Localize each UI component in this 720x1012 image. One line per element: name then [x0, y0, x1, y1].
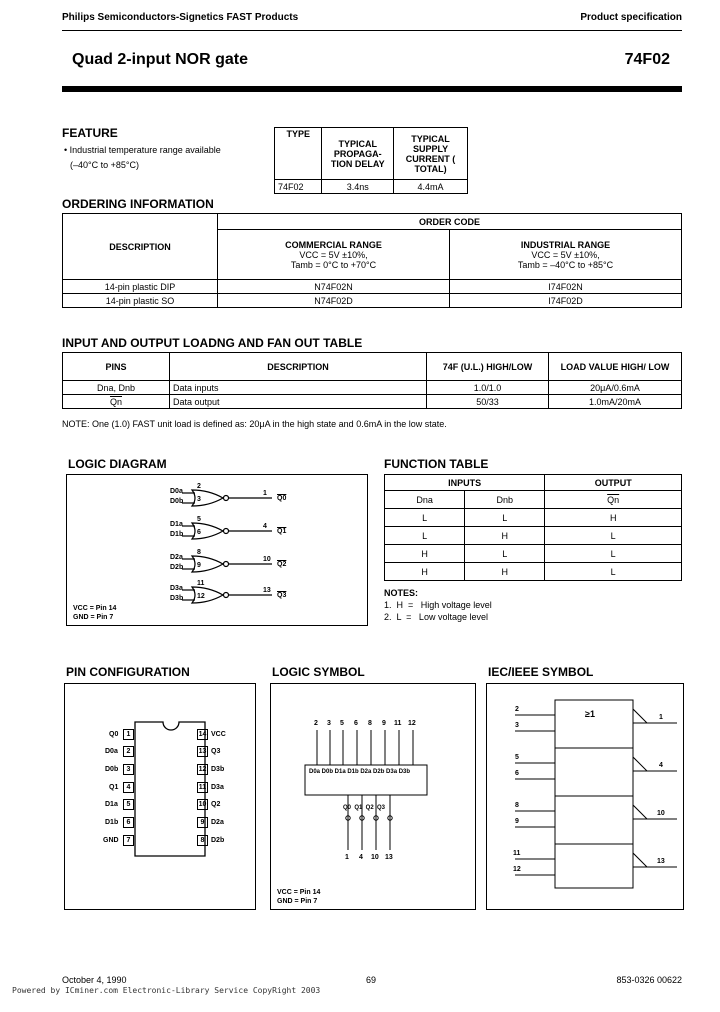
- load-cell: 1.0mA/20mA: [549, 395, 682, 409]
- pin-number: 7: [123, 835, 134, 846]
- pin-number: 13: [198, 748, 207, 755]
- iec-input-pin: 8: [515, 802, 519, 809]
- gate1-pin-a: 5: [197, 516, 201, 523]
- symbol-bottom-pin: 1: [345, 854, 349, 861]
- pin-name-right: Q2: [211, 801, 221, 808]
- notes-heading: NOTES:: [384, 588, 419, 598]
- gate3-input-a: D3a: [170, 585, 183, 592]
- pin-name-right: D2b: [211, 837, 225, 844]
- cell-dnb: H: [465, 527, 545, 545]
- table-row: [63, 395, 682, 409]
- gate2-pin-b: 9: [197, 562, 201, 569]
- iec-output-pin: 1: [659, 714, 663, 721]
- iec-input-pin: 3: [515, 722, 519, 729]
- iec-output-pin: 13: [657, 858, 665, 865]
- industrial-cell: [450, 230, 682, 280]
- cell-qn: L: [545, 563, 682, 581]
- commercial-temp: Tamb = 0°C to +70°C: [290, 259, 377, 270]
- gate0-pin-out: 1: [263, 490, 267, 497]
- order-code-header: ORDER CODE: [218, 214, 682, 230]
- symbol-bottom-pin: 4: [359, 854, 363, 861]
- dnb-header: Dnb: [465, 491, 545, 509]
- iec-output-pin: 10: [657, 810, 665, 817]
- pin-name-left: Q1: [109, 784, 119, 791]
- nor-gate-3: [182, 587, 272, 603]
- ordering-commercial: N74F02N: [218, 280, 450, 294]
- table-row: [63, 381, 682, 395]
- ordering-commercial: N74F02D: [218, 294, 450, 308]
- dna-header: Dna: [385, 491, 465, 509]
- output-header: OUTPUT: [545, 475, 682, 491]
- pin-number: 10: [198, 801, 207, 808]
- footer-code: 853-0326 00622: [616, 975, 682, 985]
- ordering-industrial: I74F02D: [450, 294, 682, 308]
- table-row: [385, 545, 682, 563]
- company-name: Philips Semiconductors-Signetics FAST Products: [62, 12, 299, 23]
- ordering-table: [62, 213, 682, 308]
- iec-output-pin: 4: [659, 762, 663, 769]
- diagram-gnd-note: GND = Pin 7: [73, 614, 114, 621]
- qn-header: $\overline{Qn}$: [545, 491, 682, 509]
- pin-name-left: D1a: [105, 801, 118, 808]
- pin-name-right: VCC: [211, 731, 226, 738]
- feature-line1: Industrial temperature range available: [69, 145, 221, 155]
- gate2-input-b: D2b: [170, 564, 184, 571]
- iec-input-pin: 5: [515, 754, 519, 761]
- gate2-input-a: D2a: [170, 554, 183, 561]
- bullet-icon: •: [64, 145, 68, 155]
- dip-package-drawing: [65, 684, 255, 909]
- pin-number: 3: [123, 764, 134, 775]
- gate0-input-b: D0b: [170, 498, 184, 505]
- table-row: [63, 294, 682, 308]
- function-table: [384, 474, 682, 581]
- footer-credit: Powered by ICminer.com Electronic-Library Service CopyRight 2003: [12, 986, 321, 995]
- load-header: LOAD VALUE HIGH/ LOW: [549, 353, 682, 381]
- type-table: [274, 127, 468, 194]
- desc-cell: Data output: [170, 395, 427, 409]
- gate2-output: Q2: [277, 561, 287, 568]
- cell-dna: H: [385, 545, 465, 563]
- delay-value: 3.4ns: [322, 180, 394, 194]
- gate2-pin-a: 8: [197, 549, 201, 556]
- desc-cell: Data inputs: [170, 381, 427, 395]
- gate1-pin-out: 4: [263, 523, 267, 530]
- symbol-top-pin: 3: [327, 720, 331, 727]
- ordering-desc: 14-pin plastic SO: [63, 294, 218, 308]
- nor-gate-2: [182, 556, 272, 572]
- cell-dna: L: [385, 509, 465, 527]
- iec-input-pin: 6: [515, 770, 519, 777]
- pin-number: 11: [198, 784, 207, 791]
- pin-number: 1: [123, 729, 134, 740]
- type-value: 74F02: [275, 180, 322, 194]
- function-table-heading: FUNCTION TABLE: [384, 457, 489, 471]
- page-number: 69: [366, 975, 377, 985]
- ordering-desc: 14-pin plastic DIP: [63, 280, 218, 294]
- symbol-inputs-label: D0a D0b D1a D1b D2a D2b D3a D3b: [309, 769, 411, 775]
- feature-bullet: [64, 145, 221, 155]
- industrial-heading: INDUSTRIAL RANGE: [520, 239, 611, 250]
- cell-qn: H: [545, 509, 682, 527]
- gate0-output: Q0: [277, 495, 287, 502]
- table-row: [63, 280, 682, 294]
- logic-diagram-box: [66, 474, 368, 626]
- cell-dnb: L: [465, 509, 545, 527]
- gate1-input-a: D1a: [170, 521, 183, 528]
- ul-cell: 50/33: [427, 395, 549, 409]
- pin-name-right: D3b: [211, 766, 225, 773]
- feature-heading: FEATURE: [62, 126, 118, 140]
- logic-symbol-box: [270, 683, 476, 910]
- gate0-input-a: D0a: [170, 488, 183, 495]
- pin-name-left: D0a: [105, 748, 118, 755]
- gate1-pin-b: 6: [197, 529, 201, 536]
- nor-gate-1: [182, 523, 272, 539]
- pin-number: 12: [198, 766, 207, 773]
- pin-number: 5: [123, 799, 134, 810]
- pin-number: 14: [198, 731, 207, 738]
- gate1-output: Q1: [277, 528, 287, 535]
- gate3-input-b: D3b: [170, 595, 184, 602]
- pins-cell: $\overline{Qn}$: [63, 395, 170, 409]
- logic-diagram-heading: LOGIC DIAGRAM: [68, 457, 167, 471]
- table-row: [385, 563, 682, 581]
- pin-name-right: Q3: [211, 748, 221, 755]
- iec-input-pin: 11: [513, 850, 521, 857]
- feature-line2: (–40°C to +85°C): [70, 160, 139, 170]
- load-cell: 20μA/0.6mA: [549, 381, 682, 395]
- symbol-bottom-pin: 13: [385, 854, 393, 861]
- table-row: [385, 527, 682, 545]
- page-title: Quad 2-input NOR gate: [72, 51, 248, 68]
- nor-gates-drawing: [67, 475, 367, 625]
- loading-heading: INPUT AND OUTPUT LOADNG AND FAN OUT TABLE: [62, 336, 363, 350]
- iec-symbol-box: [486, 683, 684, 910]
- symbol-top-pin: 2: [314, 720, 318, 727]
- gate2-pin-out: 10: [263, 556, 271, 563]
- nor-gate-0: [182, 490, 272, 506]
- iec-gate-label: ≥1: [585, 709, 595, 719]
- doc-type: Product specification: [580, 12, 682, 23]
- ul-header: 74F (U.L.) HIGH/LOW: [427, 353, 549, 381]
- pin-name-left: D0b: [105, 766, 119, 773]
- type-header: TYPE: [275, 128, 322, 180]
- commercial-cell: [218, 230, 450, 280]
- iec-input-pin: 2: [515, 706, 519, 713]
- industrial-temp: Tamb = –40°C to +85°C: [517, 259, 614, 270]
- loading-note: NOTE: One (1.0) FAST unit load is defined as: 20μA in the high state and 0.6mA in the low state.: [62, 419, 447, 429]
- gate3-pin-b: 12: [197, 593, 205, 600]
- pin-number: 9: [197, 817, 208, 828]
- pin-name-right: D2a: [211, 819, 224, 826]
- symbol-vcc-note: VCC = Pin 14: [277, 889, 321, 896]
- symbol-top-pin: 5: [340, 720, 344, 727]
- cell-dnb: H: [465, 563, 545, 581]
- gate0-pin-b: 3: [197, 496, 201, 503]
- cell-dnb: L: [465, 545, 545, 563]
- pin-config-box: [64, 683, 256, 910]
- cell-dna: L: [385, 527, 465, 545]
- commercial-heading: COMMERCIAL RANGE: [285, 239, 382, 250]
- pin-number: 6: [123, 817, 134, 828]
- symbol-top-pin: 6: [354, 720, 358, 727]
- inputs-header: INPUTS: [385, 475, 545, 491]
- gate3-output: Q3: [277, 592, 287, 599]
- pin-name-left: Q0: [109, 731, 119, 738]
- note-low: 2. L = Low voltage level: [384, 612, 488, 622]
- pin-config-heading: PIN CONFIGURATION: [66, 665, 190, 679]
- supply-header: TYPICAL SUPPLY CURRENT ( TOTAL): [394, 128, 468, 180]
- prop-header: TYPICAL PROPAGA- TION DELAY: [322, 128, 394, 180]
- pins-header: PINS: [63, 353, 170, 381]
- symbol-top-pin: 12: [408, 720, 416, 727]
- symbol-top-pin: 11: [394, 720, 402, 727]
- symbol-gnd-note: GND = Pin 7: [277, 898, 318, 905]
- diagram-vcc-note: VCC = Pin 14: [73, 605, 117, 612]
- ul-cell: 1.0/1.0: [427, 381, 549, 395]
- title-rule: [62, 86, 682, 92]
- commercial-vcc: VCC = 5V ±10%,: [299, 249, 368, 260]
- symbol-top-pin: 9: [382, 720, 386, 727]
- gate0-pin-a: 2: [197, 483, 201, 490]
- table-row: [385, 509, 682, 527]
- cell-qn: L: [545, 545, 682, 563]
- iec-input-pin: 9: [515, 818, 519, 825]
- gate1-input-b: D1b: [170, 531, 184, 538]
- part-number: 74F02: [624, 51, 670, 68]
- current-value: 4.4mA: [394, 180, 468, 194]
- pin-name-left: D1b: [105, 819, 119, 826]
- pins-cell: Dna, Dnb: [63, 381, 170, 395]
- loading-desc-header: DESCRIPTION: [170, 353, 427, 381]
- logic-symbol-drawing: [271, 684, 475, 909]
- iec-symbol-heading: IEC/IEEE SYMBOL: [488, 665, 594, 679]
- cell-qn: L: [545, 527, 682, 545]
- gate3-pin-a: 11: [197, 580, 205, 587]
- footer-date: October 4, 1990: [62, 975, 127, 985]
- ordering-heading: ORDERING INFORMATION: [62, 197, 214, 211]
- cell-dna: H: [385, 563, 465, 581]
- pin-name-right: D3a: [211, 784, 224, 791]
- ordering-industrial: I74F02N: [450, 280, 682, 294]
- industrial-vcc: VCC = 5V ±10%,: [531, 249, 600, 260]
- pin-number: 8: [197, 835, 208, 846]
- loading-table: [62, 352, 682, 409]
- pin-name-left: GND: [103, 837, 119, 844]
- note-high: 1. H = High voltage level: [384, 600, 492, 610]
- symbol-top-pin: 8: [368, 720, 372, 727]
- pin-number: 4: [123, 782, 134, 793]
- header-rule: [62, 30, 682, 31]
- symbol-bottom-pin: 10: [371, 854, 379, 861]
- pin-number: 2: [123, 746, 134, 757]
- gate3-pin-out: 13: [263, 587, 271, 594]
- ordering-desc-header: DESCRIPTION: [63, 214, 218, 280]
- symbol-outputs-label: Q0 Q1 Q2 Q3: [343, 805, 386, 811]
- iec-input-pin: 12: [513, 866, 521, 873]
- logic-symbol-heading: LOGIC SYMBOL: [272, 665, 365, 679]
